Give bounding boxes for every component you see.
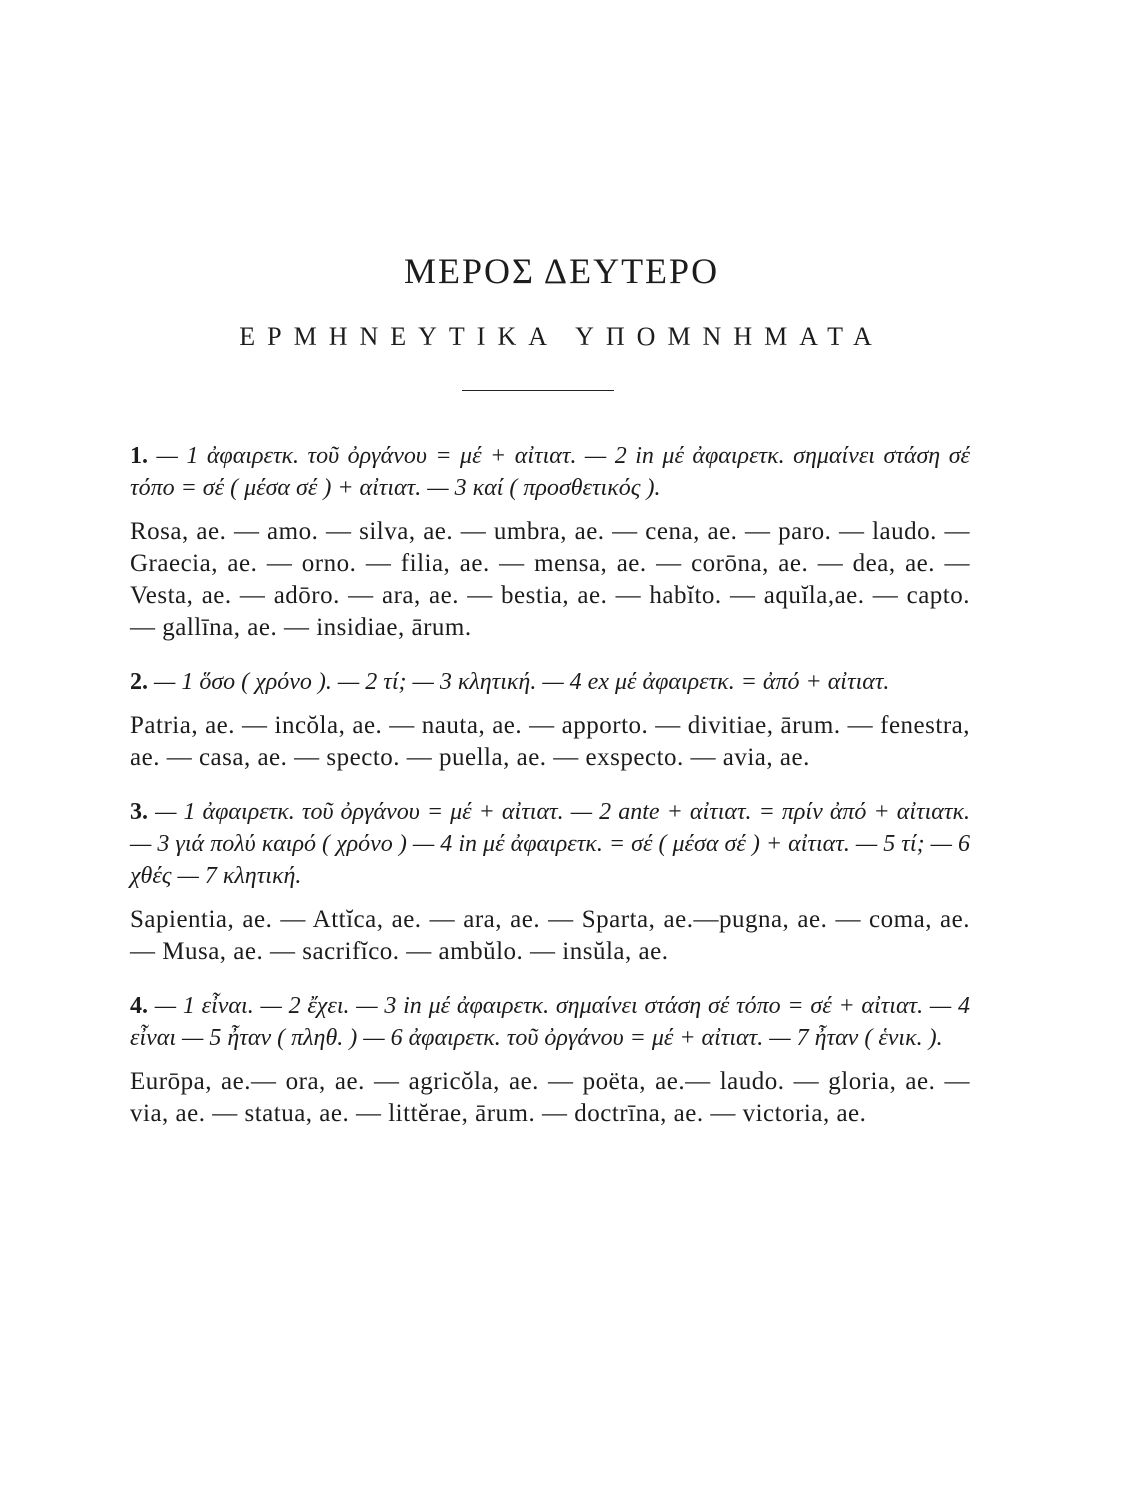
entry-number: 2. — [130, 669, 148, 695]
entry-number: 1. — [130, 443, 148, 469]
entry-number: 4. — [130, 993, 148, 1019]
entry-vocabulary: Sapientia, ae. — Attĭca, ae. — ara, ae. — Sparta, ae.—pugna, ae. — coma, ae. — Musa, ae. — sacrifĭco. — ambŭlo. — insŭla, ae. — [130, 906, 970, 965]
entry-notes-text: — 1 ἀφαιρετκ. τοῦ ὀργάνου = μέ + αἰτιατ. — 2 in μέ ἀφαιρετκ. σημαίνει στάση σέ τόπο = σέ ( μέσα σέ ) + αἰτιατ. — 3 καί ( προσθετικός ). — [130, 443, 971, 501]
entry-1 — [130, 440, 970, 644]
entry-4 — [130, 990, 970, 1130]
entry-vocabulary: Rosa, ae. — amo. — silva, ae. — umbra, ae. — cena, ae. — paro. — laudo. — Graecia, ae. — orno. — filia, ae. — mensa, ae. — corōna, ae. — dea, ae. — Vesta, ae. — adōro. — ara, ae. — bestia, ae. — habĭto. — aquĭla,ae. — capto. — gallīna, ae. — insidiae, ārum. — [130, 518, 970, 641]
entry-notes-text: — 1 ἀφαιρετκ. τοῦ ὀργάνου = μέ + αἰτιατ. — 2 ante + αἰτιατ. = πρίν ἀπό + αἰτιατκ. — 3 γιά πολύ καιρό ( χρόνο ) — 4 in μέ ἀφαιρετκ. = σέ ( μέσα σέ ) + αἰτιατ. — 5 τί; — 6 χθές — 7 κλητική. — [130, 799, 970, 889]
entry-notes — [130, 796, 970, 892]
page-subtitle: ΕΡΜΗΝΕΥΤΙΚΑ ΥΠΟΜΝΗΜΑΤΑ — [239, 322, 884, 351]
entry-vocabulary: Eurōpa, ae.— ora, ae. — agricŏla, ae. — poëta, ae.— laudo. — gloria, ae. — via, ae. — statua, ae. — littĕrae, ārum. — doctrīna, ae. — victoria, ae. — [130, 1068, 970, 1127]
entry-notes — [130, 666, 970, 698]
entry-notes-text: — 1 ὅσο ( χρόνο ). — 2 τί; — 3 κλητική. — 4 ex μέ ἀφαιρετκ. = ἀπό + αἰτιατ. — [154, 669, 890, 695]
entry-notes-text: — 1 εἶναι. — 2 ἔχει. — 3 in μέ ἀφαιρετκ. σημαίνει στάση σέ τόπο = σέ + αἰτιατ. — 4 εἶναι — 5 ἦταν ( πληθ. ) — 6 ἀφαιρετκ. τοῦ ὀργάνου = μέ + αἰτιατ. — 7 ἦταν ( ἑνικ. ). — [130, 993, 971, 1051]
entry-notes — [130, 440, 970, 504]
title-divider — [462, 390, 614, 391]
entry-3 — [130, 796, 970, 968]
entry-notes — [130, 990, 970, 1054]
entry-2 — [130, 666, 970, 774]
commentary-body — [130, 440, 970, 1152]
page-title: ΜΕΡΟΣ ΔΕΥΤΕΡΟ — [403, 251, 720, 291]
entry-number: 3. — [130, 799, 148, 825]
entry-vocabulary: Patria, ae. — incŏla, ae. — nauta, ae. — apporto. — divitiae, ārum. — fenestra, ae. — casa, ae. — specto. — puella, ae. — exspecto. — avia, ae. — [130, 712, 970, 771]
